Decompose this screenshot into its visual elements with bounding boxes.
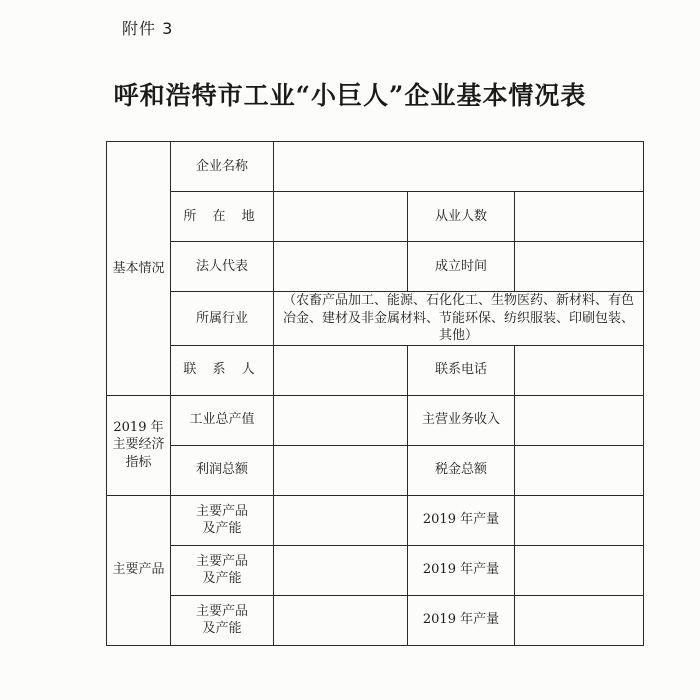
row-industrial-output [107,395,644,445]
group-label-economic [107,395,171,495]
label-established: 成立时间 [408,242,515,292]
page-title: 呼和浩特市工业“小巨人”企业基本情况表 [113,81,587,110]
group-label-economic-line2: 主要经济 [112,437,165,453]
label-phone: 联系电话 [408,345,515,395]
attachment-number: 附件 3 [122,19,174,38]
row-product-3 [107,595,644,645]
label-product-1-line2: 及产能 [202,521,242,537]
label-main-revenue: 主营业务收入 [408,395,515,445]
field-product-1[interactable] [274,495,408,545]
field-contact[interactable] [274,345,408,395]
field-total-tax[interactable] [515,445,644,495]
group-label-economic-line1: 2019 年 [113,419,164,435]
field-employees[interactable] [515,192,644,242]
field-location[interactable] [274,192,408,242]
row-legal-rep [107,242,644,292]
field-company-name[interactable] [274,142,644,192]
label-total-tax: 税金总额 [408,445,515,495]
label-industrial-output: 工业总产值 [171,395,274,445]
row-total-profit [107,445,644,495]
field-phone[interactable] [515,345,644,395]
group-label-products: 主要产品 [107,495,171,645]
label-sector: 所属行业 [171,292,274,346]
field-product-3[interactable] [274,595,408,645]
row-location [107,192,644,242]
label-output-3: 2019 年产量 [408,595,515,645]
row-sector [107,292,644,346]
label-total-profit: 利润总额 [171,445,274,495]
label-product-3-line1: 主要产品 [195,603,248,619]
row-product-1 [107,495,644,545]
label-contact: 联 系 人 [171,345,274,395]
field-output-1[interactable] [515,495,644,545]
field-main-revenue[interactable] [515,395,644,445]
field-output-3[interactable] [515,595,644,645]
label-legal-rep: 法人代表 [171,242,274,292]
label-product-2-line2: 及产能 [202,571,242,587]
field-output-2[interactable] [515,545,644,595]
label-location: 所 在 地 [171,192,274,242]
field-total-profit[interactable] [274,445,408,495]
label-product-2 [171,545,274,595]
group-label-basic: 基本情况 [107,142,171,396]
label-company-name: 企业名称 [171,142,274,192]
row-product-2 [107,545,644,595]
label-employees: 从业人数 [408,192,515,242]
label-product-3-line2: 及产能 [202,621,242,637]
enterprise-info-form [106,141,644,646]
field-established[interactable] [515,242,644,292]
label-output-1: 2019 年产量 [408,495,515,545]
row-company-name [107,142,644,192]
label-product-2-line1: 主要产品 [195,553,248,569]
group-label-economic-line3: 指标 [125,454,152,470]
field-legal-rep[interactable] [274,242,408,292]
label-product-1-line1: 主要产品 [195,503,248,519]
label-output-2: 2019 年产量 [408,545,515,595]
label-product-1 [171,495,274,545]
label-product-3 [171,595,274,645]
field-sector-options[interactable]: （农畜产品加工、能源、石化化工、生物医药、新材料、有色冶金、建材及非金属材料、节能环保、纺织服装、印刷包装、其他） [274,292,644,346]
row-contact [107,345,644,395]
field-industrial-output[interactable] [274,395,408,445]
field-product-2[interactable] [274,545,408,595]
